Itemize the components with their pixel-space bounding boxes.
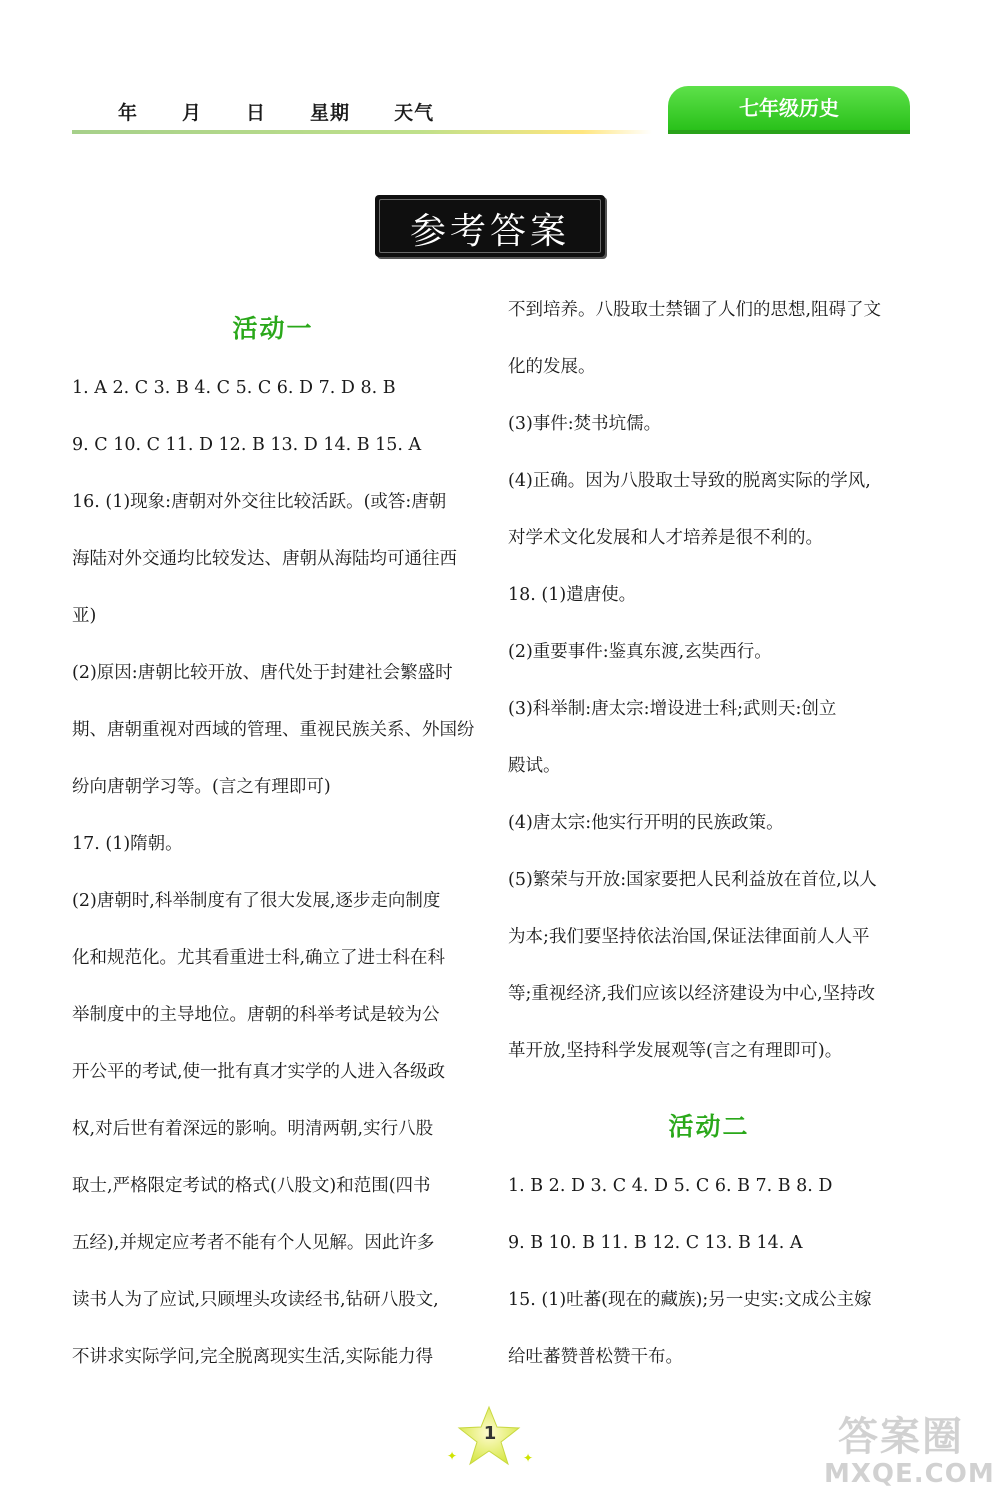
- answer-line: 举制度中的主导地位。唐朝的科举考试是较为公: [72, 1005, 440, 1025]
- answer-line: 期、唐朝重视对西域的管理、重视民族关系、外国纷: [72, 720, 474, 740]
- answer-line: 权,对后世有着深远的影响。明清两朝,实行八股: [72, 1119, 434, 1139]
- answer-line: 17. (1)隋朝。: [72, 834, 183, 854]
- answer-line: 为本;我们要坚持依法治国,保证法律面前人人平: [508, 927, 870, 947]
- answer-line: 给吐蕃赞普松赞干布。: [508, 1347, 683, 1367]
- answer-line: 16. (1)现象:唐朝对外交往比较活跃。(或答:唐朝: [72, 492, 447, 512]
- answer-line: 不讲求实际学问,完全脱离现实生活,实际能力得: [72, 1347, 434, 1367]
- answer-line: 五经),并规定应考者不能有个人见解。因此许多: [72, 1233, 435, 1253]
- left-column: [72, 290, 474, 1394]
- answer-line: (2)重要事件:鉴真东渡,玄奘西行。: [508, 642, 772, 662]
- answer-line: (5)繁荣与开放:国家要把人民利益放在首位,以人: [508, 870, 877, 890]
- field-day: 日: [246, 102, 267, 124]
- watermark: [820, 1405, 995, 1495]
- answer-line: 海陆对外交通均比较发达、唐朝从海陆均可通往西: [72, 549, 457, 569]
- answer-line: (4)唐太宗:他实行开明的民族政策。: [508, 813, 784, 833]
- field-weekday: 星期: [310, 102, 351, 124]
- answer-line: 开公平的考试,使一批有真才实学的人进入各级政: [72, 1062, 446, 1082]
- answer-line: 18. (1)遣唐使。: [508, 585, 637, 605]
- answer-line: 不到培养。八股取士禁锢了人们的思想,阻碍了文: [508, 300, 882, 320]
- answer-line: 化的发展。: [508, 357, 596, 377]
- answer-line: 取士,严格限定考试的格式(八股文)和范围(四书: [72, 1176, 431, 1196]
- sparkle-icon: ✦: [523, 1451, 534, 1465]
- header-divider: [72, 130, 652, 134]
- title-banner: [375, 195, 605, 257]
- page-number: 1: [483, 1423, 497, 1444]
- answer-line: 纷向唐朝学习等。(言之有理即可): [72, 777, 331, 797]
- answer-line: (2)唐朝时,科举制度有了很大发展,逐步走向制度: [72, 891, 441, 911]
- answer-line: 革开放,坚持科学发展观等(言之有理即可)。: [508, 1041, 843, 1061]
- answer-line: 9. B 10. B 11. B 12. C 13. B 14. A: [508, 1233, 803, 1253]
- sparkle-icon: ✦: [447, 1449, 458, 1463]
- field-month: 月: [182, 102, 203, 124]
- answer-line: 1. A 2. C 3. B 4. C 5. C 6. D 7. D 8. B: [72, 378, 396, 398]
- answer-line: 对学术文化发展和人才培养是很不利的。: [508, 528, 823, 548]
- date-weather-fields: [118, 98, 478, 125]
- watermark-url: MXQE.COM: [824, 1459, 995, 1489]
- answer-line: 殿试。: [508, 756, 561, 776]
- subject-tab: 七年级历史: [668, 86, 910, 130]
- answer-line: 读书人为了应试,只顾埋头攻读经书,钻研八股文,: [72, 1290, 439, 1310]
- answer-line: 1. B 2. D 3. C 4. D 5. C 6. B 7. B 8. D: [508, 1176, 833, 1196]
- answer-line: 亚): [72, 606, 97, 626]
- page-footer: [445, 1405, 535, 1475]
- answer-line: (2)原因:唐朝比较开放、唐代处于封建社会繁盛时: [72, 663, 453, 683]
- answer-line: (3)科举制:唐太宗:增设进士科;武则天:创立: [508, 699, 837, 719]
- section-heading: 活动二: [668, 1112, 750, 1141]
- field-weather: 天气: [394, 102, 435, 124]
- answer-line: 9. C 10. C 11. D 12. B 13. D 14. B 15. A: [72, 435, 422, 455]
- right-column: [508, 290, 910, 1394]
- field-year: 年: [118, 102, 139, 124]
- subject-tab-underline: [668, 130, 910, 134]
- watermark-logo-text: 答案圈: [838, 1414, 964, 1460]
- answer-line: 化和规范化。尤其看重进士科,确立了进士科在科: [72, 948, 446, 968]
- page-header: [72, 86, 910, 134]
- answer-line: (4)正确。因为八股取士导致的脱离实际的学风,: [508, 471, 871, 491]
- answer-line: (3)事件:焚书坑儒。: [508, 414, 662, 434]
- answer-line: 等;重视经济,我们应该以经济建设为中心,坚持改: [508, 984, 876, 1004]
- section-heading: 活动一: [232, 314, 314, 343]
- answer-line: 15. (1)吐蕃(现在的藏族);另一史实:文成公主嫁: [508, 1290, 872, 1310]
- page-title: 参考答案: [409, 211, 570, 252]
